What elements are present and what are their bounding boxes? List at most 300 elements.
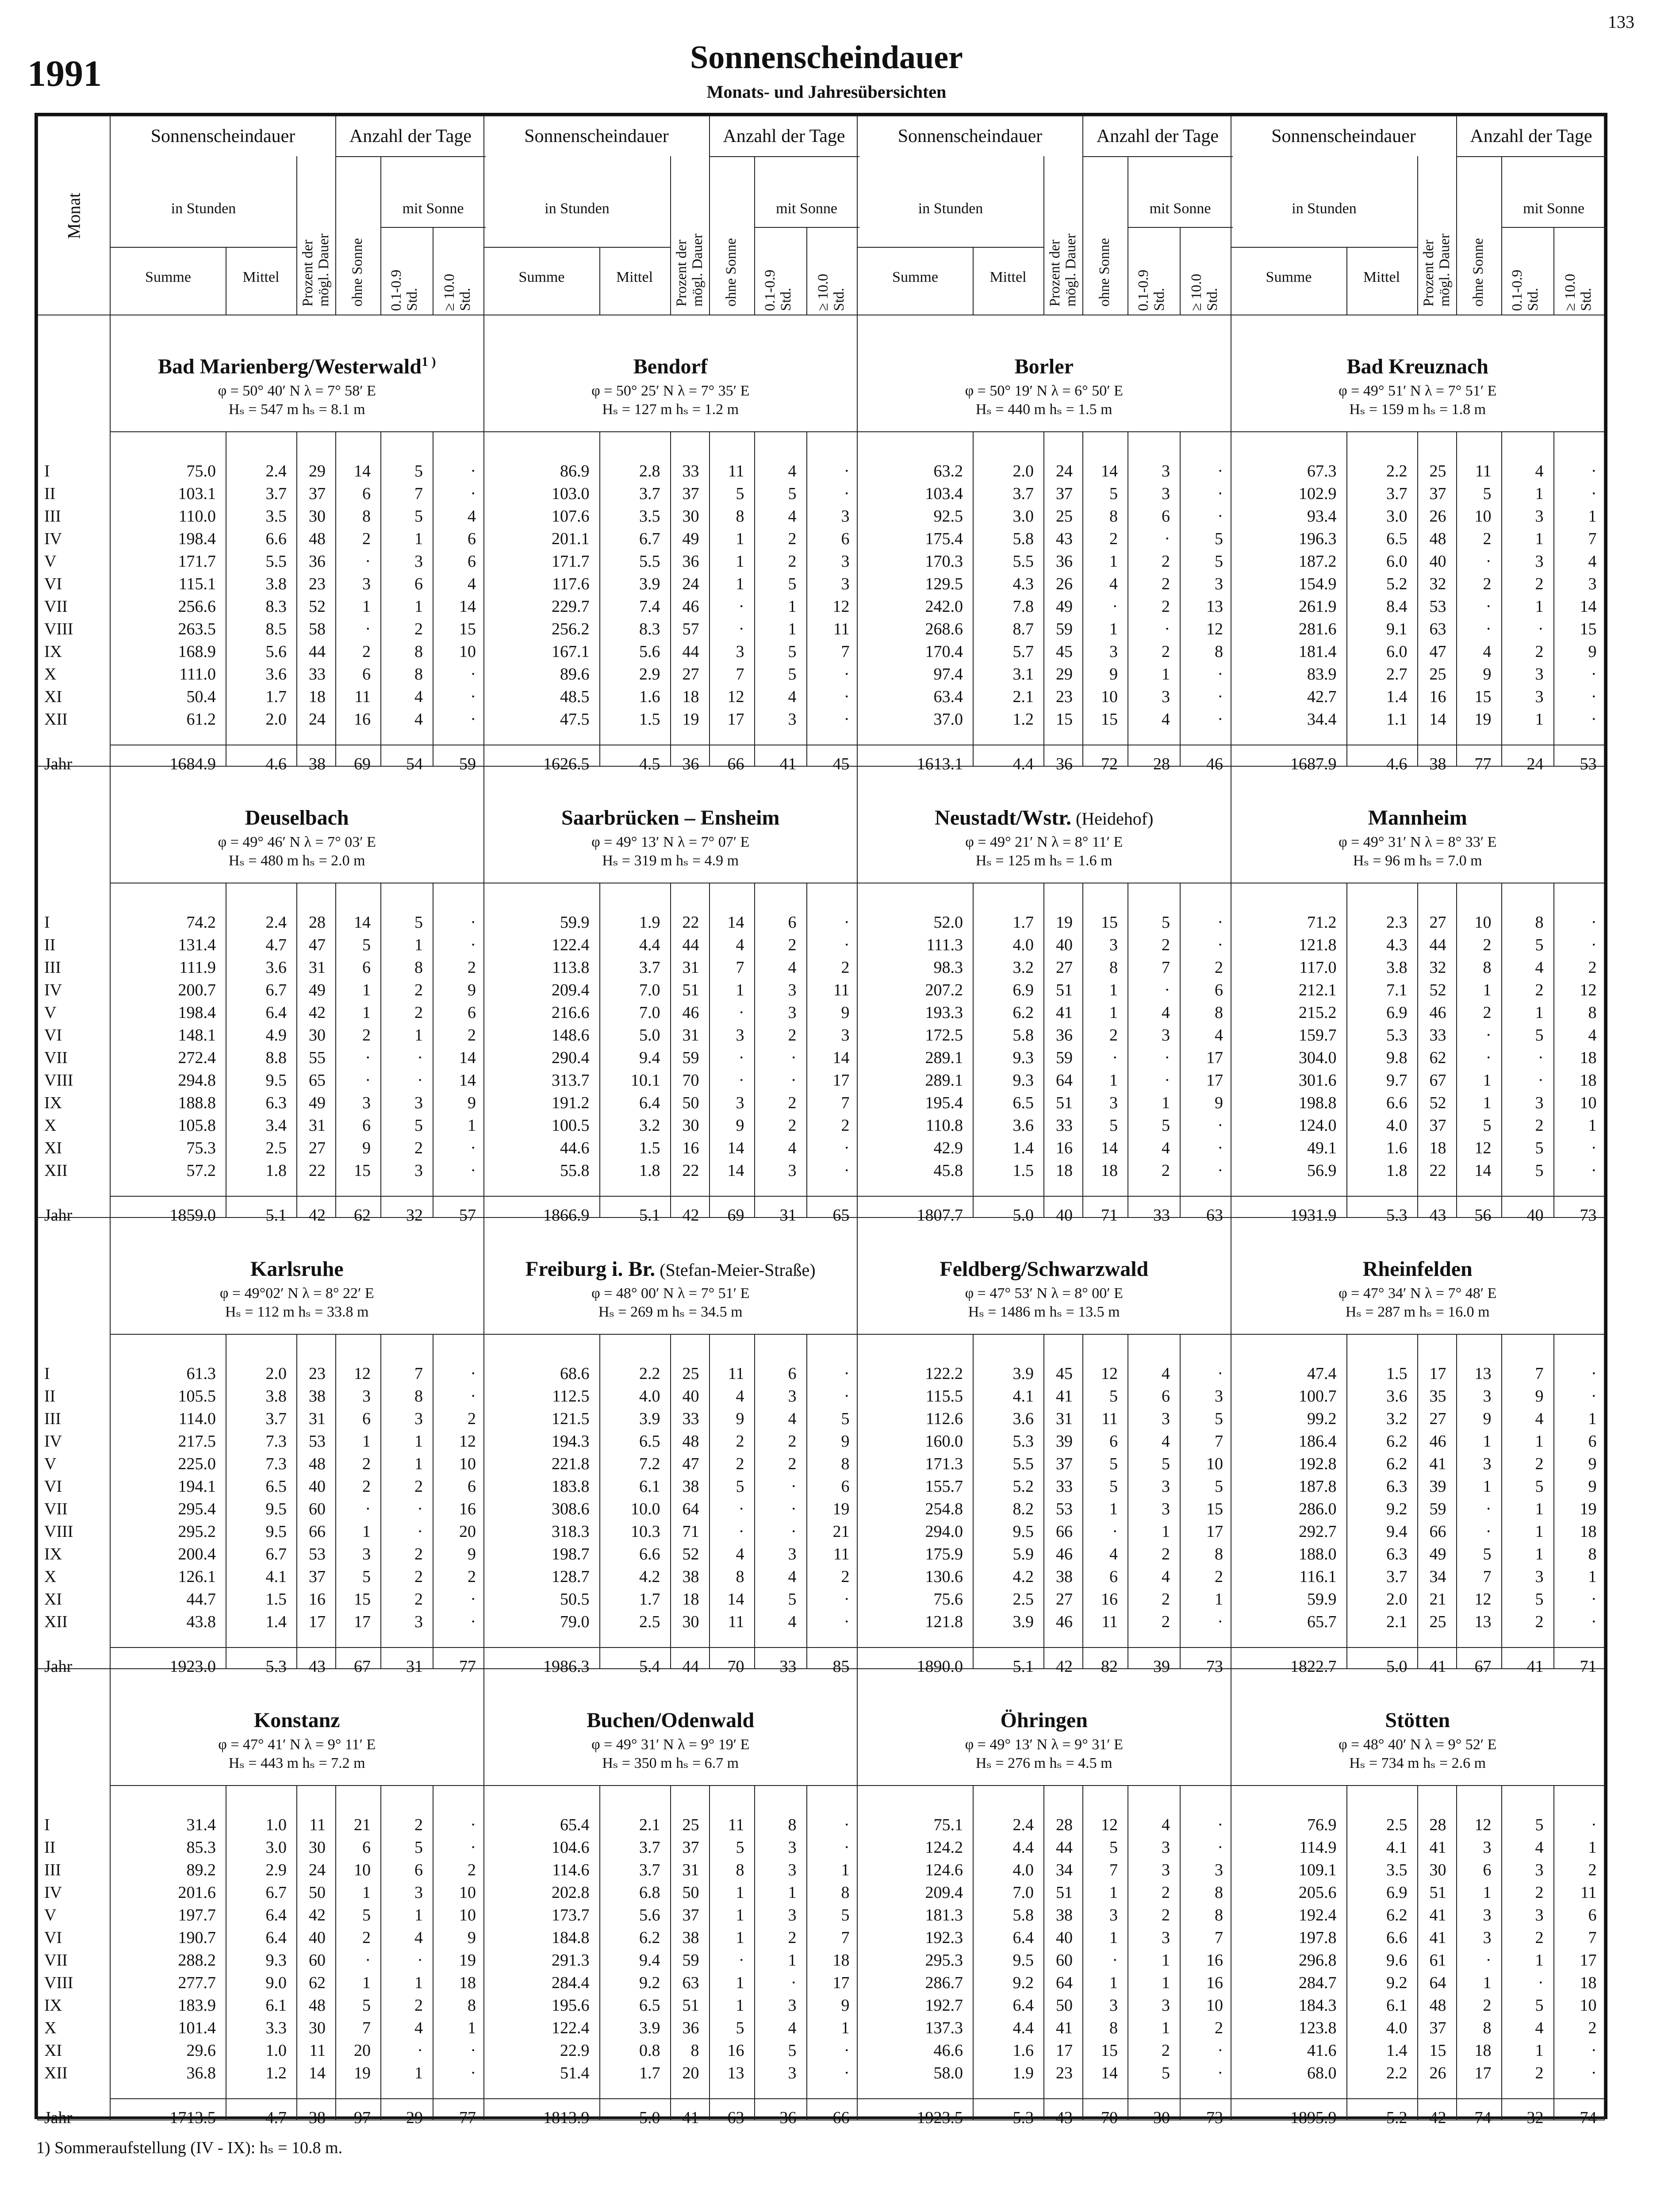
table-cell: 1.0 [265, 1816, 287, 1834]
table-cell: 4 [736, 936, 744, 954]
table-row [484, 1499, 857, 1522]
station-name [111, 1257, 483, 1281]
table-row [111, 461, 483, 484]
table-cell: 3 [1535, 1094, 1544, 1112]
table-cell: 3 [1535, 687, 1544, 706]
table-cell: 1 [841, 1861, 850, 1879]
station-name-text: Mannheim [1368, 806, 1467, 830]
table-cell: 18 [1580, 1522, 1597, 1541]
table-cell: 9 [1535, 1387, 1544, 1406]
table-cell: 1 [362, 1003, 371, 1022]
table-cell: 2 [362, 1928, 371, 1947]
table-cell: 51 [1056, 981, 1073, 999]
station-coords: φ = 47° 34′ N λ = 7° 48′ E [1339, 1285, 1497, 1302]
table-cell: 22 [682, 1161, 699, 1180]
table-cell: 15 [1101, 710, 1118, 729]
table-cell: 1 [362, 1974, 371, 1992]
table-cell: 24 [309, 1861, 326, 1879]
header-divider [709, 116, 710, 315]
table-cell: 6.8 [639, 1883, 660, 1902]
sonnenscheindauer-header: Sonnenscheindauer [150, 126, 295, 146]
table-cell: 1 [1483, 1974, 1492, 1992]
table-cell: 28 [309, 913, 326, 932]
table-cell: · [1591, 1161, 1597, 1180]
table-cell: 197.8 [1299, 1928, 1337, 1947]
table-cell: 1 [736, 981, 744, 999]
table-cell: 196.3 [1299, 530, 1337, 548]
table-cell: · [1217, 1161, 1223, 1180]
table-cell: 66 [309, 1522, 326, 1541]
table-cell: 3 [1109, 1094, 1118, 1112]
table-cell: 122.2 [925, 1364, 963, 1383]
jahr-cell: 71 [1101, 1206, 1118, 1225]
table-cell: 9.5 [265, 1500, 287, 1518]
table-cell: 6 [788, 1364, 797, 1383]
table-cell: 318.3 [552, 1522, 590, 1541]
jahr-cell: 54 [406, 755, 423, 773]
month-labels [38, 315, 110, 773]
table-cell: 188.8 [178, 1094, 216, 1112]
table-cell: 50.4 [186, 687, 216, 706]
table-cell: 181.4 [1299, 642, 1337, 661]
table-cell: 71 [682, 1522, 699, 1541]
table-cell: · [365, 552, 371, 571]
station-row [38, 1217, 1604, 1669]
table-cell: 114.0 [178, 1409, 216, 1428]
table-cell: 171.7 [552, 552, 590, 571]
table-cell: 5 [1483, 1545, 1492, 1563]
table-cell: 31 [682, 1026, 699, 1045]
table-cell: 212.1 [1299, 981, 1337, 999]
header-rule [335, 156, 486, 157]
table-cell: 15 [354, 1590, 371, 1609]
table-cell: 4 [1162, 1567, 1170, 1586]
table-cell: 4 [414, 2019, 423, 2037]
table-cell: 2 [1109, 1026, 1118, 1045]
jahr-cell: 36 [682, 755, 699, 773]
table-cell: 9 [736, 1409, 744, 1428]
station-heights: Hₛ = 734 m hₛ = 2.6 m [1349, 1755, 1486, 1771]
table-cell: 3.8 [265, 1387, 287, 1406]
table-cell: 1 [1588, 1567, 1597, 1586]
table-cell: 34.4 [1307, 710, 1337, 729]
table-cell: 61 [1429, 1951, 1446, 1970]
range-1-unit: Std. [1525, 288, 1541, 311]
table-cell: 10 [1474, 507, 1492, 526]
jahr-cell: 24 [1526, 755, 1544, 773]
jahr-row [1231, 2108, 1604, 2131]
table-cell: 8.2 [1013, 1500, 1034, 1518]
table-cell: 28 [1429, 1816, 1446, 1834]
table-cell: 18 [832, 1951, 850, 1970]
jahr-cell: 4.5 [639, 755, 660, 773]
table-cell: 5 [1483, 1116, 1492, 1135]
table-cell: 7 [841, 1928, 850, 1947]
table-cell: 1 [1535, 484, 1544, 503]
table-cell: 11 [309, 1816, 326, 1834]
table-row [484, 1996, 857, 2018]
table-cell: 3 [414, 1613, 423, 1631]
table-cell: 272.4 [178, 1048, 216, 1067]
month-label: XI [44, 1139, 62, 1157]
table-cell: 217.5 [178, 1432, 216, 1451]
table-cell: 10 [1580, 1996, 1597, 2015]
table-cell: 40 [309, 1477, 326, 1496]
table-cell: 4 [1535, 2019, 1544, 2037]
table-cell: 1 [1535, 1432, 1544, 1451]
table-cell: 53 [1056, 1500, 1073, 1518]
table-row [1231, 1838, 1604, 1860]
table-cell: 44 [682, 936, 699, 954]
table-cell: 5 [1535, 1026, 1544, 1045]
table-cell: 100.5 [552, 1116, 590, 1135]
table-cell: 194.3 [552, 1432, 590, 1451]
table-cell: 3 [1109, 936, 1118, 954]
station-heights: Hₛ = 159 m hₛ = 1.8 m [1349, 401, 1486, 418]
table-cell: 7 [841, 1094, 850, 1112]
table-cell: 5.2 [1013, 1477, 1034, 1496]
table-cell: 6.7 [639, 530, 660, 548]
jahr-cell: 44 [682, 1657, 699, 1676]
station-name [1231, 354, 1604, 379]
table-row [111, 1612, 483, 1635]
table-cell: · [1217, 1838, 1223, 1857]
table-cell: 286.0 [1299, 1500, 1337, 1518]
table-cell: 52.0 [933, 913, 963, 932]
table-cell: 1 [414, 1974, 423, 1992]
table-cell: 13 [1474, 1613, 1492, 1631]
footnote-mark: 1 ) [421, 354, 436, 369]
table-cell: 2.2 [1386, 462, 1408, 480]
table-cell: 3.9 [639, 1409, 660, 1428]
table-cell: 1 [414, 1026, 423, 1045]
table-row [111, 1838, 483, 1860]
table-cell: 1 [1483, 1094, 1492, 1112]
table-cell: 24 [309, 710, 326, 729]
table-cell: 5 [1162, 2064, 1170, 2082]
table-cell: · [1217, 665, 1223, 684]
table-cell: 126.1 [178, 1567, 216, 1586]
table-cell: 17 [832, 1071, 850, 1090]
table-cell: 15 [354, 1161, 371, 1180]
table-cell: 44.6 [560, 1139, 590, 1157]
table-row [858, 507, 1231, 529]
table-cell: 41.6 [1307, 2041, 1337, 2060]
table-cell: 3 [1162, 1500, 1170, 1518]
table-row [484, 1522, 857, 1544]
jahr-cell: 77 [459, 1657, 476, 1676]
table-cell: 1 [1483, 981, 1492, 999]
table-row [858, 1815, 1231, 1838]
table-cell: 2 [1483, 575, 1492, 593]
table-cell: 6.9 [1386, 1883, 1408, 1902]
table-cell: 30 [1429, 1861, 1446, 1879]
table-cell: 11 [1101, 1409, 1118, 1428]
table-cell: 2 [841, 958, 850, 977]
table-row [484, 461, 857, 484]
table-cell: 19 [459, 1951, 476, 1970]
table-cell: 107.6 [552, 507, 590, 526]
table-cell: 114.9 [1299, 1838, 1337, 1857]
table-cell: 1 [736, 1928, 744, 1947]
table-cell: 11 [1101, 1613, 1118, 1631]
table-cell: 6 [468, 1477, 476, 1496]
table-row [484, 1454, 857, 1477]
table-cell: 37 [1429, 484, 1446, 503]
table-cell: · [470, 2064, 476, 2082]
table-cell: 30 [682, 1613, 699, 1631]
table-cell: 4.1 [265, 1567, 287, 1586]
table-cell: 10.3 [631, 1522, 660, 1541]
table-cell: 30 [309, 2019, 326, 2037]
table-cell: 19 [1580, 1500, 1597, 1518]
table-cell: 31 [1056, 1409, 1073, 1428]
table-cell: 4.0 [639, 1387, 660, 1406]
table-cell: 160.0 [925, 1432, 963, 1451]
table-row [111, 958, 483, 980]
table-cell: 1.5 [639, 710, 660, 729]
table-cell: 313.7 [552, 1071, 590, 1090]
table-cell: · [417, 1071, 423, 1090]
table-cell: · [844, 484, 850, 503]
station-heights: Hₛ = 480 m hₛ = 2.0 m [228, 853, 365, 869]
table-cell: 6.9 [1386, 1003, 1408, 1022]
table-cell: 5.8 [1013, 530, 1034, 548]
table-cell: 3 [788, 710, 797, 729]
table-cell: 2 [414, 1477, 423, 1496]
table-cell: 2 [788, 1094, 797, 1112]
table-cell: 3 [362, 1545, 371, 1563]
table-cell: 59 [1429, 1500, 1446, 1518]
table-cell: 11 [728, 462, 744, 480]
table-cell: 10 [459, 1883, 476, 1902]
table-cell: 20 [459, 1522, 476, 1541]
table-cell: 46 [1429, 1432, 1446, 1451]
table-cell: 7.2 [639, 1455, 660, 1473]
table-cell: 32 [1429, 958, 1446, 977]
table-cell: 59 [682, 1048, 699, 1067]
table-cell: 188.0 [1299, 1545, 1337, 1563]
table-cell: 2 [788, 552, 797, 571]
table-cell: 4 [788, 1613, 797, 1631]
month-label: III [44, 507, 61, 526]
table-cell: 9.4 [639, 1048, 660, 1067]
table-cell: 2.9 [639, 665, 660, 684]
table-cell: 12 [727, 687, 744, 706]
table-cell: · [738, 1048, 744, 1067]
table-row [1231, 710, 1604, 732]
table-cell: 6 [362, 665, 371, 684]
table-cell: 65.4 [560, 1816, 590, 1834]
table-cell: 5.2 [1386, 575, 1408, 593]
table-row [484, 1364, 857, 1386]
table-cell: 47.5 [560, 710, 590, 729]
table-cell: 7.0 [639, 981, 660, 999]
table-cell: 3.7 [639, 958, 660, 977]
in-stunden-label: in Stunden [1292, 200, 1357, 217]
table-cell: 57 [682, 620, 699, 638]
mit-sonne-label: mit Sonne [402, 200, 464, 217]
table-cell: 3.7 [639, 1838, 660, 1857]
table-cell: · [1591, 913, 1597, 932]
table-cell: 6.2 [1013, 1003, 1034, 1022]
jahr-cell: 77 [459, 2108, 476, 2127]
table-cell: 10.0 [631, 1500, 660, 1518]
table-cell: · [470, 1838, 476, 1857]
table-cell: 2 [788, 1455, 797, 1473]
station-cell [857, 766, 1231, 1225]
range-1-label: 0.1-0.9 [762, 269, 778, 311]
table-cell: · [844, 1161, 850, 1180]
table-cell: 3 [1162, 687, 1170, 706]
table-cell: 2 [1483, 1996, 1492, 2015]
header-rule [709, 156, 859, 157]
station-coords: φ = 47° 53′ N λ = 8° 00′ E [965, 1285, 1123, 1302]
table-cell: · [1164, 620, 1170, 638]
table-cell: 89.6 [560, 665, 590, 684]
table-cell: 9 [468, 1928, 476, 1947]
header-rule [111, 247, 296, 248]
header-divider [1417, 156, 1418, 315]
table-cell: 2 [788, 530, 797, 548]
table-cell: 9.3 [1013, 1048, 1034, 1067]
table-cell: 4.0 [1013, 936, 1034, 954]
table-cell: 8 [1535, 913, 1544, 932]
table-cell: 2 [1109, 530, 1118, 548]
table-cell: 2 [788, 1026, 797, 1045]
table-cell: 4 [1588, 1026, 1597, 1045]
table-row [858, 1386, 1231, 1409]
table-cell: 1 [414, 597, 423, 616]
jahr-cell: 28 [1153, 755, 1170, 773]
table-cell: 14 [1580, 597, 1597, 616]
table-row [858, 619, 1231, 642]
table-cell: 15 [1580, 620, 1597, 638]
month-label: XII [44, 1161, 68, 1180]
table-cell: · [738, 1071, 744, 1090]
month-label: II [44, 1387, 56, 1406]
table-cell: 5.3 [1013, 1432, 1034, 1451]
table-cell: 6 [1162, 507, 1170, 526]
table-cell: 40 [1056, 1928, 1073, 1947]
table-row [111, 1364, 483, 1386]
in-stunden-label: in Stunden [171, 200, 236, 217]
month-label: VI [44, 1477, 62, 1496]
monat-label: Monat [64, 192, 84, 239]
table-cell: 1 [788, 1883, 797, 1902]
table-cell: 295.3 [925, 1951, 963, 1970]
table-cell: 7 [736, 665, 744, 684]
table-cell: 3 [362, 1094, 371, 1112]
table-cell: 198.4 [178, 530, 216, 548]
table-cell: 1 [362, 1883, 371, 1902]
table-cell: 9.0 [265, 1974, 287, 1992]
sonnenscheindauer-header: Sonnenscheindauer [524, 126, 669, 146]
table-cell: 60 [1056, 1951, 1073, 1970]
table-cell: 8 [841, 1455, 850, 1473]
month-label: X [44, 665, 57, 684]
table-cell: 8.5 [265, 620, 287, 638]
header-divider [1501, 156, 1502, 315]
table-cell: 8.3 [265, 597, 287, 616]
table-cell: 27 [1056, 958, 1073, 977]
table-cell: 6 [362, 1116, 371, 1135]
header-divider [1456, 116, 1457, 315]
table-cell: 19 [1474, 710, 1492, 729]
table-cell: · [1112, 1048, 1118, 1067]
table-cell: 3 [1215, 575, 1223, 593]
table-cell: · [844, 1838, 850, 1857]
table-cell: 167.1 [552, 642, 590, 661]
table-cell: 36 [682, 2019, 699, 2037]
table-cell: 62 [309, 1974, 326, 1992]
jahr-cell: 41 [779, 755, 797, 773]
table-cell: 37.0 [933, 710, 963, 729]
summe-label: Summe [145, 269, 191, 285]
station-heights: Hₛ = 269 m hₛ = 34.5 m [598, 1304, 743, 1320]
table-cell: 9 [1588, 1477, 1597, 1496]
station-name-text: Stötten [1385, 1709, 1450, 1732]
table-row [484, 1025, 857, 1048]
month-label: XII [44, 2064, 68, 2082]
table-cell: 2 [1588, 958, 1597, 977]
table-row [484, 913, 857, 935]
table-cell: · [1591, 665, 1597, 684]
table-row [111, 1071, 483, 1093]
jahr-cell: 42 [1429, 2108, 1446, 2127]
table-cell: 6.2 [1386, 1432, 1408, 1451]
table-cell: 3 [1162, 1861, 1170, 1879]
table-cell: · [738, 1003, 744, 1022]
table-row [1231, 1116, 1604, 1138]
table-cell: 193.3 [925, 1003, 963, 1022]
table-cell: 5 [1483, 484, 1492, 503]
table-cell: 5 [736, 1477, 744, 1496]
month-label: IV [44, 530, 62, 548]
jahr-cell: 39 [1153, 1657, 1170, 1676]
table-cell: 15 [1206, 1500, 1223, 1518]
table-row [484, 1409, 857, 1432]
table-cell: 16 [354, 710, 371, 729]
table-cell: 27 [309, 1139, 326, 1157]
table-cell: 112.6 [925, 1409, 963, 1428]
jahr-cell: 32 [1526, 2108, 1544, 2127]
table-cell: 4 [1162, 1139, 1170, 1157]
table-cell: 2 [736, 1432, 744, 1451]
table-cell: 5 [1109, 484, 1118, 503]
table-cell: 2.5 [265, 1139, 287, 1157]
table-cell: 2 [362, 1026, 371, 1045]
table-cell: · [1217, 2041, 1223, 2060]
header-divider [1553, 227, 1554, 315]
table-cell: 116.1 [1299, 1567, 1337, 1586]
prozent-label-2: mögl. Dauer [316, 234, 332, 307]
table-cell: 3 [1535, 1861, 1544, 1879]
table-cell: 42.9 [933, 1139, 963, 1157]
table-row [484, 552, 857, 574]
table-cell: 9 [1483, 665, 1492, 684]
table-cell: · [470, 710, 476, 729]
header-divider [754, 156, 755, 315]
month-label: XI [44, 2041, 62, 2060]
table-cell: · [1591, 1816, 1597, 1834]
table-cell: 48 [682, 1432, 699, 1451]
table-cell: 6 [414, 1861, 423, 1879]
table-cell: 40 [682, 1387, 699, 1406]
table-cell: 4 [1109, 575, 1118, 593]
table-cell: 3 [362, 575, 371, 593]
table-row [484, 1116, 857, 1138]
